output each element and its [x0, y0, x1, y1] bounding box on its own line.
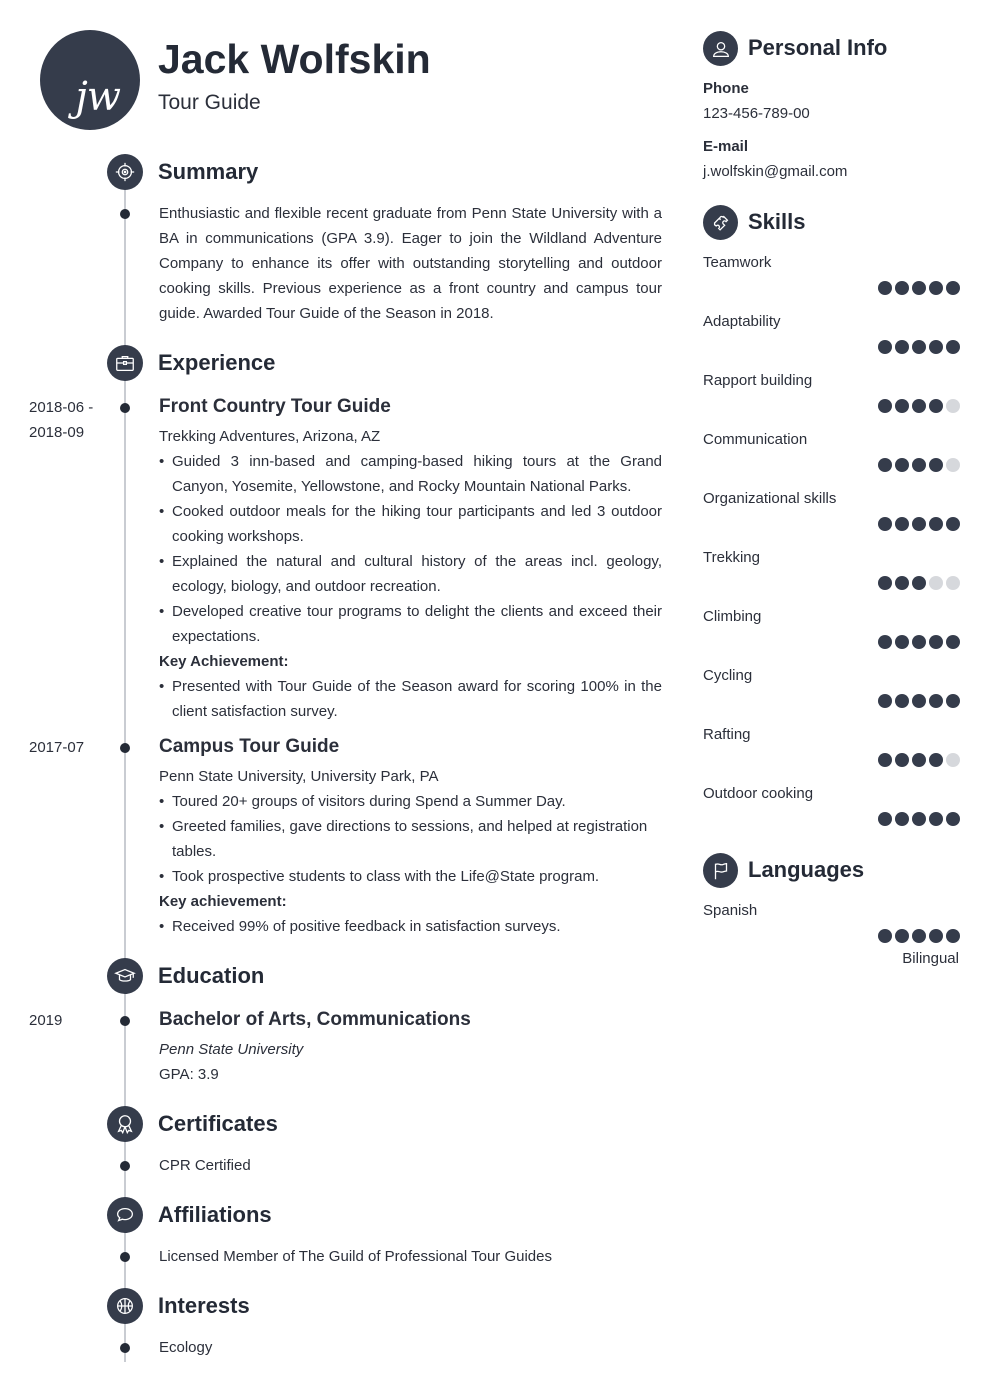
timeline-dot	[120, 1016, 130, 1026]
rating-dot-filled	[878, 458, 892, 472]
monogram-initials: jw	[75, 74, 120, 120]
rating-dot-filled	[946, 517, 960, 531]
job-title: Campus Tour Guide	[159, 736, 340, 757]
job-title: Front Country Tour Guide	[159, 396, 391, 417]
skill-name: Rapport building	[703, 372, 813, 389]
rating-dot-filled	[912, 929, 926, 943]
experience-heading: Experience	[158, 350, 276, 375]
skills-heading: Skills	[748, 209, 806, 234]
candidate-title: Tour Guide	[158, 91, 261, 114]
rating-dot-empty	[946, 458, 960, 472]
rating-dot-empty	[946, 576, 960, 590]
rating-dot-filled	[878, 635, 892, 649]
job-company: Penn State University, University Park, PA	[159, 768, 439, 785]
rating-dot-filled	[895, 635, 909, 649]
rating-dot-filled	[895, 281, 909, 295]
rating-dot-filled	[878, 576, 892, 590]
timeline-dot	[120, 1161, 130, 1171]
skill-name: Outdoor cooking	[703, 785, 814, 802]
user-icon	[703, 31, 738, 66]
rating-dot-filled	[912, 635, 926, 649]
flag-icon	[703, 853, 738, 888]
duty-item: • Cooked outdoor meals for the hiking tour participants and led 3 outdoor cooking workshops.	[159, 499, 662, 549]
skill-rating	[878, 281, 960, 295]
rating-dot-filled	[895, 929, 909, 943]
school-name: Penn State University	[159, 1041, 304, 1058]
duty-item: • Greeted families, gave directions to sessions, and helped at registration tables.	[159, 814, 662, 864]
skill-name: Adaptability	[703, 313, 781, 330]
personal-info-heading: Personal Info	[748, 35, 888, 60]
skill-name: Cycling	[703, 667, 753, 684]
rating-dot-filled	[946, 635, 960, 649]
certificates-heading: Certificates	[158, 1111, 278, 1136]
rating-dot-filled	[929, 517, 943, 531]
duty-item: • Developed creative tour programs to delight the clients and exceed their expectations.	[159, 599, 662, 649]
skill-rating	[878, 576, 960, 590]
education-heading: Education	[158, 963, 265, 988]
duty-item: • Guided 3 inn-based and camping-based hiking tours at the Grand Canyon, Yosemite, Yellowstone, and Rocky Mountain National Parks.	[159, 449, 662, 499]
rating-dot-empty	[946, 753, 960, 767]
skill-name: Trekking	[703, 549, 760, 566]
rating-dot-filled	[912, 517, 926, 531]
job-details	[159, 424, 662, 724]
rating-dot-filled	[929, 340, 943, 354]
rating-dot-filled	[946, 694, 960, 708]
duty-item: • Explained the natural and cultural history of the areas incl. geology, ecology, biology, and outdoor recreation.	[159, 549, 662, 599]
job-company: Trekking Adventures, Arizona, AZ	[159, 428, 381, 445]
candidate-name: Jack Wolfskin	[158, 36, 431, 82]
timeline-dot	[120, 1252, 130, 1262]
skill-name: Climbing	[703, 608, 762, 625]
rating-dot-filled	[878, 281, 892, 295]
rating-dot-filled	[912, 694, 926, 708]
skill-name: Teamwork	[703, 254, 772, 271]
phone-label: Phone	[703, 80, 749, 97]
achievement-label: Key Achievement:	[159, 653, 289, 670]
rating-dot-filled	[912, 399, 926, 413]
achievement-label: Key achievement:	[159, 893, 287, 910]
achievement-item: • Received 99% of positive feedback in satisfaction surveys.	[159, 914, 662, 939]
rating-dot-filled	[895, 340, 909, 354]
rating-dot-filled	[946, 281, 960, 295]
duty-item: • Took prospective students to class with the Life@State program.	[159, 864, 662, 889]
education-details	[159, 1037, 662, 1087]
achievement-list	[159, 914, 662, 939]
rating-dot-filled	[895, 458, 909, 472]
certificate-item: CPR Certified	[159, 1157, 251, 1174]
basketball-icon	[107, 1288, 143, 1324]
language-level: Bilingual	[902, 950, 959, 967]
job-date	[29, 735, 109, 760]
affiliations-heading: Affiliations	[158, 1202, 272, 1227]
rating-dot-filled	[946, 340, 960, 354]
rating-dot-filled	[895, 694, 909, 708]
skill-name: Communication	[703, 431, 808, 448]
skill-rating	[878, 812, 960, 826]
puzzle-piece-icon	[703, 205, 738, 240]
job-date-end: 2018-09	[29, 424, 85, 441]
rating-dot-filled	[929, 694, 943, 708]
rating-dot-filled	[929, 753, 943, 767]
achievement-item: • Presented with Tour Guide of the Season award for scoring 100% in the client satisfaction survey.	[159, 674, 662, 724]
skill-rating	[878, 517, 960, 531]
rating-dot-filled	[912, 812, 926, 826]
rating-dot-filled	[878, 929, 892, 943]
target-icon	[107, 154, 143, 190]
skill-rating	[878, 399, 960, 413]
job-date	[29, 395, 109, 445]
rating-dot-filled	[878, 812, 892, 826]
job-date-start: 2018-06 -	[29, 399, 94, 416]
rating-dot-filled	[946, 929, 960, 943]
skill-rating	[878, 458, 960, 472]
rating-dot-filled	[912, 753, 926, 767]
award-ribbon-icon	[107, 1106, 143, 1142]
gpa: GPA: 3.9	[159, 1066, 219, 1083]
rating-dot-filled	[912, 458, 926, 472]
job-duties	[159, 449, 662, 649]
phone-value: 123-456-789-00	[703, 105, 810, 122]
language-rating	[878, 929, 960, 943]
rating-dot-filled	[878, 694, 892, 708]
rating-dot-filled	[929, 458, 943, 472]
job-duties	[159, 789, 662, 889]
skill-rating	[878, 340, 960, 354]
rating-dot-empty	[946, 399, 960, 413]
rating-dot-filled	[929, 635, 943, 649]
skill-rating	[878, 694, 960, 708]
job-date-start: 2017-07	[29, 739, 85, 756]
monogram-avatar	[40, 30, 140, 130]
rating-dot-filled	[912, 340, 926, 354]
rating-dot-filled	[895, 517, 909, 531]
languages-heading: Languages	[748, 857, 865, 882]
education-date: 2019	[29, 1012, 63, 1029]
briefcase-icon	[107, 345, 143, 381]
timeline-dot	[120, 743, 130, 753]
skill-name: Organizational skills	[703, 490, 837, 507]
email-label: E-mail	[703, 138, 749, 155]
rating-dot-filled	[895, 753, 909, 767]
timeline-dot	[120, 209, 130, 219]
rating-dot-filled	[878, 517, 892, 531]
email-value: j.wolfskin@gmail.com	[703, 163, 848, 180]
rating-dot-filled	[878, 399, 892, 413]
duty-item: • Toured 20+ groups of visitors during Spend a Summer Day.	[159, 789, 662, 814]
summary-heading: Summary	[158, 159, 259, 184]
graduation-cap-icon	[107, 958, 143, 994]
rating-dot-filled	[912, 281, 926, 295]
rating-dot-filled	[929, 812, 943, 826]
achievement-list	[159, 674, 662, 724]
rating-dot-filled	[878, 753, 892, 767]
degree-title: Bachelor of Arts, Communications	[159, 1009, 471, 1030]
rating-dot-filled	[929, 281, 943, 295]
rating-dot-filled	[946, 812, 960, 826]
rating-dot-empty	[929, 576, 943, 590]
skill-name: Rafting	[703, 726, 751, 743]
rating-dot-filled	[895, 576, 909, 590]
job-details	[159, 764, 662, 939]
summary-text: Enthusiastic and flexible recent graduate from Penn State University with a BA in communications (GPA 3.9). Eager to join the Wildland Adventure Company to enhance its offer with outstanding storytelling and outdoor cooking skills. Previous experience as a front country and campus tour guide. Awarded Tour Guide of the Season in 2018.	[159, 205, 662, 322]
rating-dot-filled	[895, 399, 909, 413]
skill-rating	[878, 635, 960, 649]
timeline-dot	[120, 403, 130, 413]
interests-heading: Interests	[158, 1293, 250, 1318]
speech-bubble-icon	[107, 1197, 143, 1233]
rating-dot-filled	[929, 929, 943, 943]
rating-dot-filled	[912, 576, 926, 590]
timeline-dot	[120, 1343, 130, 1353]
rating-dot-filled	[929, 399, 943, 413]
rating-dot-filled	[878, 340, 892, 354]
affiliation-item: Licensed Member of The Guild of Professional Tour Guides	[159, 1248, 552, 1265]
interest-item: Ecology	[159, 1339, 213, 1356]
skill-rating	[878, 753, 960, 767]
rating-dot-filled	[895, 812, 909, 826]
language-name: Spanish	[703, 902, 758, 919]
